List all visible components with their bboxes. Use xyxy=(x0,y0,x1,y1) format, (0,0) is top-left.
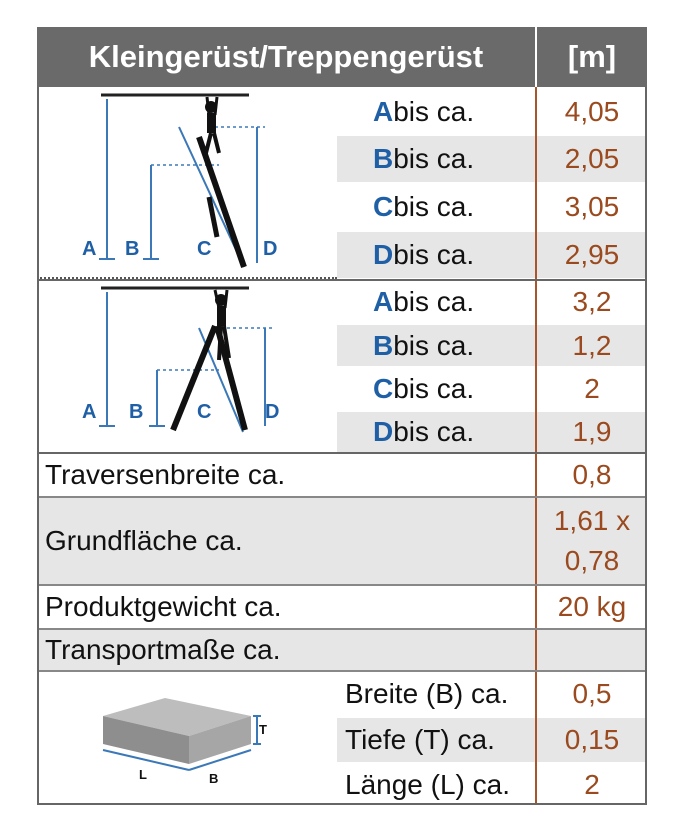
key-letter: B xyxy=(373,329,394,361)
ladder-figure-stepladder xyxy=(37,280,337,450)
section1-row-c-value: 3,05 xyxy=(564,191,620,222)
transport-depth-value: 0,15 xyxy=(537,718,647,762)
key-text: bis ca. xyxy=(393,373,475,404)
section2-row-c-key xyxy=(337,368,535,410)
figure2-label-d: D xyxy=(265,401,280,423)
transport-length-label: Länge (L) ca. xyxy=(345,768,510,800)
row-divider xyxy=(37,670,647,672)
section2-row-b-key xyxy=(337,325,535,366)
transport-box-figure xyxy=(37,672,337,805)
footprint-value-line1: 1,61 x xyxy=(553,505,631,536)
transport-width-value: 0,5 xyxy=(572,678,612,709)
figure2-label-b: B xyxy=(129,401,144,423)
value-column-divider xyxy=(535,87,537,805)
figure2-label-a: A xyxy=(82,401,97,423)
weight-value: 20 kg xyxy=(557,591,627,622)
section2-row-d-value: 1,9 xyxy=(537,412,647,452)
transport-label-b: B xyxy=(209,771,219,786)
key-letter: C xyxy=(373,191,394,222)
key-letter: A xyxy=(373,96,394,127)
section1-row-d-key xyxy=(337,232,535,278)
transport-length-value: 2 xyxy=(584,768,600,800)
transport-width-label: Breite (B) ca. xyxy=(345,678,509,709)
row-divider xyxy=(37,628,647,630)
table-left-border xyxy=(37,87,39,805)
row-divider xyxy=(37,496,647,498)
key-letter: D xyxy=(373,416,394,447)
figure2-label-c: C xyxy=(197,401,212,423)
key-text: bis ca. xyxy=(393,143,475,174)
transport-label-l: L xyxy=(139,767,147,782)
section2-row-a-value: 3,2 xyxy=(572,286,612,317)
transport-dimensions-label: Transportmaße ca. xyxy=(37,630,647,670)
key-text: bis ca. xyxy=(393,96,475,127)
key-text: bis ca. xyxy=(393,239,475,270)
section1-row-b-value: 2,05 xyxy=(537,136,647,182)
traverse-width-value: 0,8 xyxy=(572,459,612,490)
key-text: bis ca. xyxy=(393,191,475,222)
section2-row-c-value: 2 xyxy=(584,373,600,404)
transport-depth-label: Tiefe (T) ca. xyxy=(337,718,535,762)
key-text: bis ca. xyxy=(393,329,475,361)
section-divider xyxy=(37,452,647,454)
section2-row-b-value: 1,2 xyxy=(537,325,647,366)
section2-row-a-key xyxy=(337,282,535,322)
figure1-label-d: D xyxy=(263,238,278,260)
section1-row-a-key xyxy=(337,89,535,135)
transport-label-t: T xyxy=(259,722,267,737)
figure1-label-c: C xyxy=(197,238,212,260)
key-letter: D xyxy=(373,239,394,270)
section1-row-d-value: 2,95 xyxy=(537,232,647,278)
table-right-border xyxy=(645,87,647,805)
traverse-width-label: Traversenbreite ca. xyxy=(45,459,286,490)
section2-row-d-key xyxy=(337,412,535,452)
row-divider xyxy=(37,584,647,586)
unit-header: [m] xyxy=(537,27,647,87)
weight-label: Produktgewicht ca. xyxy=(45,591,282,622)
key-text: bis ca. xyxy=(393,416,475,447)
section-divider xyxy=(37,279,647,281)
table-bottom-border xyxy=(37,803,647,805)
key-letter: A xyxy=(373,286,394,317)
figure1-label-b: B xyxy=(125,238,140,260)
footprint-value-line2: 0,78 xyxy=(564,545,620,576)
section1-row-b-key xyxy=(337,136,535,182)
key-letter: C xyxy=(373,373,394,404)
figure1-label-a: A xyxy=(82,238,97,260)
table-title: Kleingerüst/Treppengerüst xyxy=(37,27,535,87)
section1-row-a-value: 4,05 xyxy=(564,96,620,127)
key-letter: B xyxy=(373,143,394,174)
spec-table xyxy=(37,27,647,805)
section1-row-c-key xyxy=(337,184,535,230)
footprint-label: Grundfläche ca. xyxy=(37,498,535,584)
footprint-value xyxy=(537,498,647,584)
key-text: bis ca. xyxy=(393,286,475,317)
